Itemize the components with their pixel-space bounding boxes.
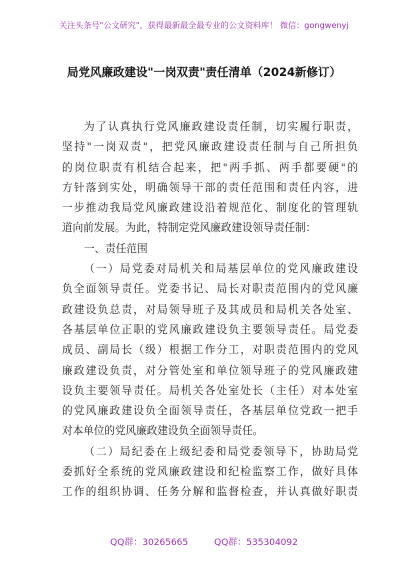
paragraph-line: 政建设负总责，对局领导班子及其成员和局机关各处室、 (62, 303, 358, 316)
paragraph-line: 各基层单位正职的党风廉政建设负主要领导责任。局党委 (62, 323, 358, 336)
paragraph-line: 的岗位职责有机结合起来，把"两手抓、两手都要硬"的 (62, 161, 358, 174)
document-body (62, 117, 358, 503)
paragraph-line: 对本单位的党风廉政建设负全面领导责任。 (62, 425, 264, 438)
footer-qq-group-2: QQ群：535304092 (214, 538, 298, 548)
paragraph-line: 成员、副局长（级）根据工作分工，对职责范围内的党风 (62, 344, 358, 357)
paragraph-line: 为了认真执行党风廉政建设责任制，切实履行职责， (84, 121, 358, 133)
header-banner: 关注头条号"公文研究"，获得最新最全最专业的公文资料库！ 微信：gongwenyj (59, 21, 349, 30)
paragraph-line: 的党风廉政建设负全面领导责任，各基层单位党政一把手 (62, 405, 358, 418)
paragraph-line: 委抓好全系统的党风廉政建设和纪检监察工作，做好具体 (62, 466, 358, 479)
paragraph-line: 负全面领导责任。党委书记、局长对职责范围内的党风廉 (62, 283, 358, 296)
paragraph-line: （二）局纪委在上级纪委和局党委领导下，协助局党 (84, 445, 358, 458)
section-heading: 一、责任范围 (84, 242, 148, 255)
footer-qq-group-1: QQ群：30265665 (110, 538, 189, 548)
paragraph-line: 一步推动我局党风廉政建设沿着规范化、制度化的管理轨 (62, 202, 358, 215)
paragraph-line: 工作的组织协调、任务分解和监督检查，并认真做好职责 (62, 486, 358, 499)
paragraph-line: 设负主要领导责任。局机关各处室处长（主任）对本处室 (62, 384, 358, 397)
document-title: 局党风廉政建设"一岗双责"责任清单（2024新修订） (67, 65, 341, 79)
footer-qq-groups (0, 535, 408, 548)
paragraph-line: 方针落到实处，明确领导干部的责任范围和责任内容，进 (62, 181, 358, 194)
paragraph-line: 坚持"一岗双责"，把党风廉政建设责任制与自己所担负 (62, 141, 358, 154)
paragraph-line: 道向前发展。为此，特制定党风廉政建设领导责任制： (62, 222, 317, 235)
paragraph-line: （一）局党委对局机关和局基层单位的党风廉政建设 (84, 263, 358, 276)
paragraph-line: 廉政建设负责，对分管处室和单位领导班子的党风廉政建 (62, 364, 358, 377)
